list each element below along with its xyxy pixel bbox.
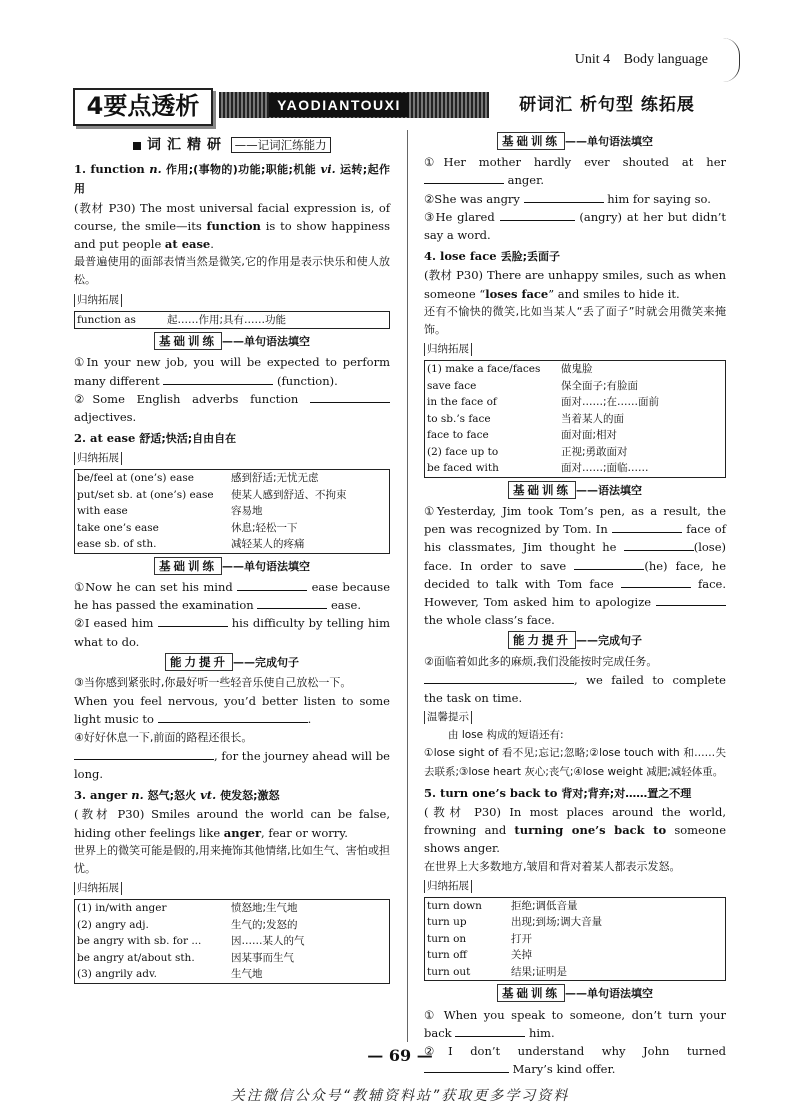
item1-translation: 最普遍使用的面部表情当然是微笑,它的作用是表示快乐和使人放松。	[74, 255, 390, 287]
item5-translation: 在世界上大多数地方,皱眉和背对着某人都表示发怒。	[424, 859, 681, 873]
answer-blank[interactable]	[237, 578, 307, 591]
answer-blank[interactable]	[500, 208, 575, 221]
ability-label: 能力提升 ——完成句子	[74, 653, 390, 672]
item4-grammar-fill: ①Yesterday, Jim took Tom’s pen, as a result, the pen was recognized by Tom. In face of his classmates, Jim thought he (lose) face. In order to save (he) face, he decided to talk with Tom face face. However, Tom asked him to apologize the whole class’s face.	[424, 503, 727, 628]
table-row: put/set sb. at (one’s) ease 使某人感到舒适、不拘束	[77, 488, 347, 501]
item4-table	[424, 360, 726, 478]
answer-blank[interactable]	[163, 372, 273, 385]
answer-blank[interactable]	[574, 557, 644, 570]
item2-q3-en: When you feel nervous, you’d better listen to some light music to .	[74, 694, 390, 727]
table-row: (3) angrily adv. 生气地	[77, 968, 263, 981]
basic-training-label: 基础训练 ——单句语法填空	[424, 132, 726, 151]
answer-blank[interactable]	[257, 596, 327, 609]
answer-blank[interactable]	[455, 1024, 525, 1037]
basic-training-label: 基础训练 ——单句语法填空	[74, 332, 390, 351]
table-row: take one’s ease 休息;轻松一下	[77, 521, 298, 534]
item3-heading: 3. anger n. 怒气;怒火 vt. 使发怒;激怒	[74, 788, 280, 803]
item3-q3: ③He glared (angry) at her but didn’t say a word.	[424, 209, 727, 243]
bracket-decoration	[723, 38, 740, 82]
item2-q1: ①Now he can set his mind ease because he has passed the examination ease.	[74, 580, 391, 613]
topic-label: Body language	[623, 52, 708, 67]
expand-tag: 归纳拓展	[74, 882, 122, 895]
table-row: be angry with sb. for ... 因……某人的气	[77, 935, 305, 948]
item3-translation: 世界上的微笑可能是假的,用来掩饰其他情绪,比如生气、害怕或担忧。	[74, 843, 390, 876]
basic-training-label: 基础训练 ——单句语法填空	[74, 557, 390, 576]
item1-q2: ②Some English adverbs function adjectives.	[74, 390, 390, 426]
item2-q3-cn: ③当你感到紧张时,你最好听一些轻音乐使自己放松一下。	[74, 676, 352, 690]
expand-tag: 归纳拓展	[424, 343, 472, 356]
table-row: with ease 容易地	[77, 505, 263, 518]
item4-heading: 4. lose face 丢脸;丢面子	[424, 249, 560, 264]
answer-blank[interactable]	[524, 190, 604, 203]
table-row: turn on 打开	[427, 932, 532, 945]
item5-q1: ① When you speak to someone, don’t turn your back him.	[424, 1007, 726, 1040]
table-row: turn up 出现;到场;调大音量	[427, 916, 603, 929]
answer-blank[interactable]	[158, 614, 228, 627]
table-row: be faced with 面对……;面临……	[427, 462, 649, 475]
item5-example: (教材 P30) In most places around the world, frowning and turning one’s back to someone shows anger.	[424, 804, 727, 856]
item1-example: (教材 P30) The most universal facial expression is, of course, the smile—its function is to show happiness and put people at ease.	[74, 200, 390, 252]
section-title	[74, 136, 390, 154]
item2-heading: 2. at ease 舒适;快活;自由自在	[74, 431, 237, 446]
table-row: face to face 面对面;相对	[427, 429, 618, 442]
item1-heading: 1. function n. 作用;(事物的)功能;职能;机能 vi. 运转;起作用	[74, 162, 390, 196]
banner-pinyin: YAODIANTOUXI	[269, 93, 409, 117]
table-row: be angry at/about sth. 因某事而生气	[77, 951, 294, 964]
item4-translation: 还有不愉快的微笑,比如当某人“丢了面子”时就会用微笑来掩饰。	[424, 304, 726, 337]
answer-blank[interactable]	[424, 671, 574, 684]
unit-label: Unit 4	[574, 52, 611, 67]
item3-table	[74, 899, 390, 984]
answer-blank[interactable]	[424, 171, 504, 184]
table-row: ease sb. of sth. 减轻某人的疼痛	[77, 538, 305, 551]
left-column	[74, 134, 390, 987]
table-row: (2) face up to 正视;勇敢面对	[427, 445, 628, 458]
table-row: turn down 拒绝;调低音量	[427, 899, 578, 912]
expand-tag: 归纳拓展	[74, 452, 122, 465]
item3-q1: ①Her mother hardly ever shouted at her anger.	[424, 155, 726, 188]
expand-tag: 归纳拓展	[74, 294, 122, 307]
item5-q2: ②I don’t understand why John turned Mary’s kind offer.	[424, 1043, 726, 1077]
banner-number: 4	[86, 92, 104, 120]
answer-blank[interactable]	[612, 520, 682, 533]
item1-table	[74, 311, 390, 330]
running-header	[565, 52, 708, 68]
table-row: to sb.’s face 当着某人的面	[427, 412, 624, 425]
banner-right-title: 研词汇 析句型 练拓展	[489, 90, 725, 120]
tip-intro: 由 lose 构成的短语还有:	[448, 729, 564, 742]
answer-blank[interactable]	[621, 575, 691, 588]
item2-q4-cn: ④好好休息一下,前面的路程还很长。	[74, 730, 253, 744]
table-row: be/feel at (one’s) ease 感到舒适;无忧无虑	[77, 472, 319, 485]
table-row: (1) make a face/faces 做鬼脸	[427, 363, 593, 376]
tip-tag: 温馨提示	[424, 711, 472, 724]
item5-table	[424, 897, 726, 982]
item2-q2: ②I eased him his difficulty by telling him what to do.	[74, 616, 391, 649]
item4-q2-en: , we failed to complete the task on time.	[424, 672, 726, 705]
basic-training-label: 基础训练 ——单句语法填空	[424, 984, 726, 1003]
table-row: save face 保全面子;有脸面	[427, 379, 639, 392]
square-icon	[133, 142, 141, 150]
banner-title: 要点透析	[103, 92, 200, 120]
item2-table	[74, 469, 390, 554]
section-banner	[73, 88, 725, 122]
tip-body: ①lose sight of 看不见;忘记;忽略;②lose touch with 和……失去联系;③lose heart 灰心;丧气;④lose weight 减肥;减轻体重。	[424, 747, 726, 778]
table-row: (2) angry adj. 生气的;发怒的	[77, 918, 298, 931]
column-divider	[407, 130, 408, 1042]
item1-q1: ①In your new job, you will be expected to perform many different (function).	[74, 355, 390, 388]
table-row: function as 起……作用;具有……功能	[77, 313, 287, 326]
item4-q2-cn: ②面临着如此多的麻烦,我们没能按时完成任务。	[424, 654, 658, 668]
table-row: turn off 关掉	[427, 949, 532, 962]
item5-heading: 5. turn one’s back to 背对;背弃;对……置之不理	[424, 785, 692, 800]
page-number: — 69 —	[367, 1046, 433, 1065]
banner-number-box	[73, 88, 213, 126]
section-title-text: 词汇精研	[147, 137, 227, 153]
item2-q4-en: , for the journey ahead will be long.	[74, 748, 390, 782]
answer-blank[interactable]	[310, 390, 390, 403]
section-subtitle: ——记词汇练能力	[231, 137, 331, 153]
expand-tag: 归纳拓展	[424, 880, 472, 893]
table-row: turn out 结果;证明是	[427, 965, 568, 978]
item3-example: (教材 P30) Smiles around the world can be false, hiding other feelings like anger, fear or worry.	[74, 807, 390, 840]
answer-blank[interactable]	[158, 710, 308, 723]
answer-blank[interactable]	[656, 593, 726, 606]
table-row: (1) in/with anger 愤怒地;生气地	[77, 902, 298, 915]
footer-note: 关注微信公众号“教辅资料站”获取更多学习资料	[230, 1088, 570, 1104]
item3-q2: ②She was angry him for saying so.	[424, 191, 711, 206]
basic-training-label: 基础训练 ——语法填空	[424, 481, 726, 500]
table-row: in the face of 面对……;在……面前	[427, 396, 660, 409]
item4-example: (教材 P30) There are unhappy smiles, such as when someone “loses face” and smiles to hide it.	[424, 268, 726, 301]
answer-blank[interactable]	[74, 747, 214, 760]
ability-label: 能力提升 ——完成句子	[424, 631, 726, 650]
right-column	[424, 130, 726, 1078]
answer-blank[interactable]	[624, 538, 694, 551]
